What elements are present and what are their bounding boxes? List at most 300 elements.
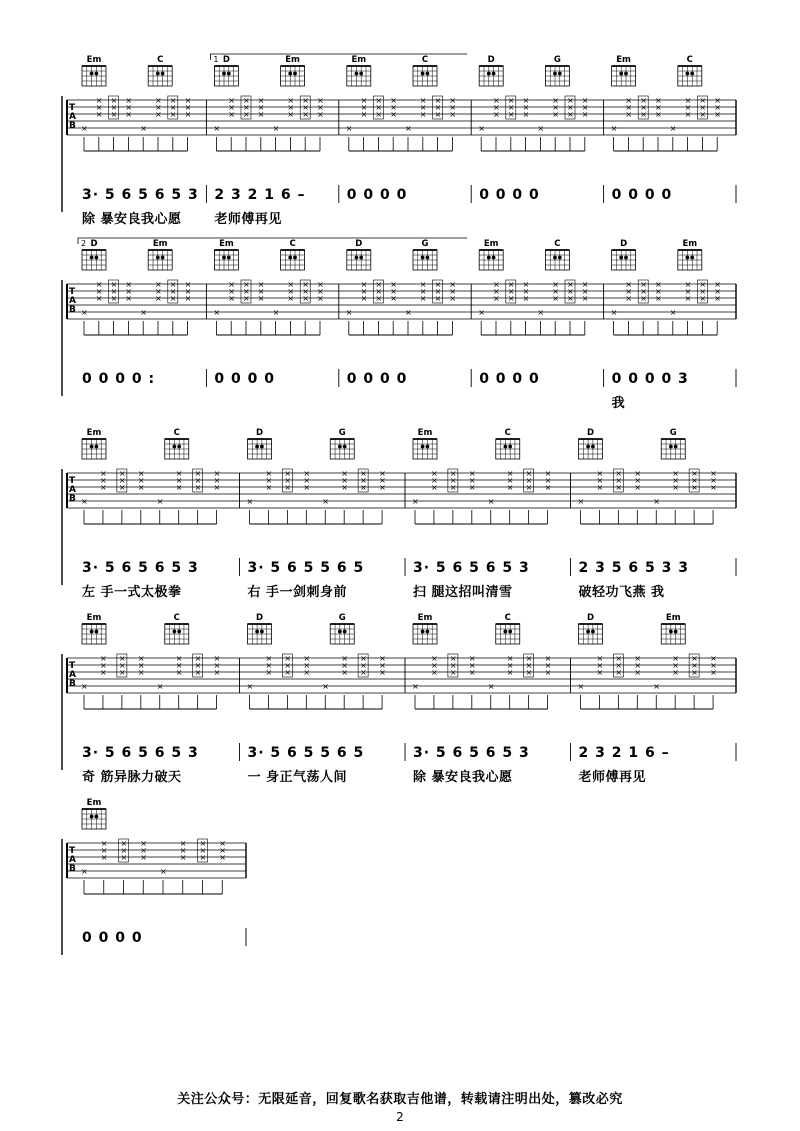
- chord-diagram-dot: [156, 72, 160, 76]
- chord-diagram-dot: [558, 72, 562, 76]
- tab-strum-cross: ×: [525, 661, 533, 670]
- chord-name: C: [504, 428, 511, 438]
- tab-strum-cross: ×: [522, 287, 530, 296]
- tab-strum-cross: ×: [360, 280, 368, 289]
- chord-diagram-dot: [508, 630, 512, 634]
- tab-strum-cross: ×: [655, 280, 662, 289]
- chord-diagram-dot: [222, 256, 226, 260]
- chord-name: G: [553, 55, 561, 65]
- tab-strum-cross: ×: [581, 103, 589, 112]
- tab-strum-cross: ×: [303, 483, 311, 492]
- tab-strum-cross: ×: [552, 287, 559, 296]
- tab-bass-note: ×: [81, 308, 88, 317]
- chord-diagram-dot: [227, 72, 231, 76]
- tab-strum-cross: ×: [596, 661, 604, 670]
- chord-diagram-dot: [686, 256, 690, 260]
- tab-strum-cross: ×: [615, 483, 623, 492]
- tab-strum-cross: ×: [615, 661, 623, 670]
- tab-strum-cross: ×: [552, 110, 559, 119]
- tab-strum-cross: ×: [303, 469, 311, 478]
- tab-strum-cross: ×: [179, 853, 187, 862]
- tab-strum-cross: ×: [110, 96, 118, 105]
- footer-notice: 关注公众号：无限延音，回复歌名获取吉他谱，转载请注明出处，篡改必究: [177, 1092, 623, 1107]
- tab-strum-cross: ×: [634, 469, 642, 478]
- lyric-text: 奇 筋异脉力破天: [82, 770, 182, 785]
- tab-strum-cross: ×: [257, 103, 265, 112]
- tab-strum-cross: ×: [341, 654, 348, 663]
- tab-strum-cross: ×: [303, 661, 311, 670]
- tab-clef-letter: B: [69, 864, 76, 874]
- tab-strum-cross: ×: [302, 103, 309, 112]
- chord-diagram-dot: [503, 445, 507, 449]
- tab-bass-note: ×: [156, 497, 164, 506]
- tab-clef-letter: A: [69, 670, 76, 680]
- tab-clef-letter: T: [69, 287, 76, 297]
- tab-strum-cross: ×: [243, 287, 250, 296]
- chord-name: D: [586, 428, 595, 438]
- tab-strum-cross: ×: [419, 103, 427, 112]
- tab-strum-cross: ×: [302, 110, 309, 119]
- tab-bass-note: ×: [213, 124, 221, 133]
- tab-strum-cross: ×: [430, 654, 438, 663]
- tab-strum-cross: ×: [699, 103, 707, 112]
- tab-strum-cross: ×: [303, 668, 311, 677]
- tab-strum-cross: ×: [625, 287, 633, 296]
- chord-name: C: [289, 239, 296, 249]
- lyric-text: 除 暴安良我心愿: [82, 212, 182, 227]
- tab-strum-cross: ×: [243, 280, 250, 289]
- tab-strum-cross: ×: [506, 661, 514, 670]
- chord-diagram-dot: [503, 630, 507, 634]
- volta-number: 1: [213, 55, 219, 64]
- chord-diagram-dot: [338, 630, 342, 634]
- tab-strum-cross: ×: [125, 103, 133, 112]
- tab-strum-cross: ×: [194, 668, 202, 677]
- chord-name: C: [686, 55, 693, 65]
- tab-strum-cross: ×: [672, 476, 679, 485]
- tab-strum-cross: ×: [714, 96, 721, 105]
- tab-strum-cross: ×: [615, 476, 623, 485]
- tab-strum-cross: ×: [243, 96, 250, 105]
- tab-strum-cross: ×: [175, 469, 183, 478]
- volta-number: 2: [81, 239, 87, 248]
- chord-diagram-dot: [355, 256, 359, 260]
- tab-strum-cross: ×: [507, 110, 515, 119]
- tab-strum-cross: ×: [360, 469, 367, 478]
- tab-strum-cross: ×: [493, 110, 500, 119]
- tab-clef-letter: A: [69, 296, 76, 306]
- jianpu-notation: 0 0 0 0: [479, 187, 540, 203]
- tab-strum-cross: ×: [155, 294, 162, 303]
- tab-strum-cross: ×: [137, 661, 145, 670]
- tab-strum-cross: ×: [430, 483, 438, 492]
- lyric-text: 我: [611, 396, 626, 411]
- chord-diagram-dot: [421, 72, 425, 76]
- tab-strum-cross: ×: [468, 469, 476, 478]
- tab-strum-cross: ×: [228, 294, 235, 303]
- chord-name: D: [586, 613, 595, 623]
- chord-diagram-dot: [586, 630, 590, 634]
- tab-strum-cross: ×: [596, 469, 604, 478]
- tab-strum-cross: ×: [265, 483, 273, 492]
- tab-strum-cross: ×: [714, 110, 721, 119]
- tab-strum-cross: ×: [110, 294, 118, 303]
- tab-strum-cross: ×: [544, 654, 552, 663]
- tab-strum-cross: ×: [544, 476, 552, 485]
- tab-strum-cross: ×: [684, 280, 692, 289]
- tab-strum-cross: ×: [228, 280, 235, 289]
- chord-name: Em: [616, 55, 631, 65]
- tab-bass-note: ×: [246, 497, 254, 506]
- chord-diagram-dot: [426, 630, 430, 634]
- tab-strum-cross: ×: [118, 654, 126, 663]
- lyric-text: 右 手一剑刺身前: [247, 585, 348, 600]
- tab-clef-letter: A: [69, 855, 76, 865]
- tab-strum-cross: ×: [155, 287, 162, 296]
- tab-strum-cross: ×: [100, 853, 108, 862]
- tab-strum-cross: ×: [179, 839, 187, 848]
- lyric-text: 左 手一式太极拳: [82, 585, 182, 600]
- chord-diagram-dot: [487, 256, 491, 260]
- tab-strum-cross: ×: [184, 287, 192, 296]
- lyric-text: 除 暴安良我心愿: [413, 770, 513, 785]
- tab-strum-cross: ×: [137, 483, 145, 492]
- tab-strum-cross: ×: [714, 287, 721, 296]
- chord-name: D: [255, 428, 264, 438]
- tab-strum-cross: ×: [699, 294, 707, 303]
- tab-strum-cross: ×: [120, 839, 128, 848]
- tab-bass-note: ×: [81, 497, 88, 506]
- jianpu-notation: 0 0 0 0: [214, 371, 275, 387]
- tab-strum-cross: ×: [522, 110, 530, 119]
- tab-strum-cross: ×: [317, 96, 324, 105]
- chord-diagram-dot: [95, 256, 99, 260]
- chord-name: Em: [285, 55, 300, 65]
- tab-bass-note: ×: [610, 124, 618, 133]
- tab-strum-cross: ×: [257, 280, 265, 289]
- tab-strum-cross: ×: [140, 839, 147, 848]
- tab-strum-cross: ×: [552, 103, 559, 112]
- chord-diagram-dot: [492, 72, 496, 76]
- tab-strum-cross: ×: [567, 96, 574, 105]
- tab-strum-cross: ×: [493, 96, 500, 105]
- tab-strum-cross: ×: [302, 96, 309, 105]
- chord-diagram-dot: [95, 815, 99, 819]
- tab-clef-letter: T: [69, 661, 76, 671]
- tab-bass-note: ×: [160, 867, 167, 876]
- tab-bass-note: ×: [537, 124, 545, 133]
- chord-name: D: [222, 55, 230, 65]
- tab-strum-cross: ×: [710, 483, 717, 492]
- tab-strum-cross: ×: [699, 96, 707, 105]
- tab-strum-cross: ×: [169, 287, 177, 296]
- tab-strum-cross: ×: [184, 103, 192, 112]
- tab-strum-cross: ×: [710, 469, 717, 478]
- chord-diagram-dot: [293, 72, 297, 76]
- tab-strum-cross: ×: [655, 103, 662, 112]
- tab-strum-cross: ×: [360, 476, 367, 485]
- chord-diagram-dot: [95, 630, 99, 634]
- tab-bass-note: ×: [405, 124, 412, 133]
- chord-diagram-dot: [172, 445, 176, 449]
- chord-diagram-dot: [288, 256, 292, 260]
- tab-strum-cross: ×: [507, 294, 515, 303]
- tab-strum-cross: ×: [710, 668, 717, 677]
- tab-strum-cross: ×: [672, 469, 679, 478]
- tab-strum-cross: ×: [615, 668, 623, 677]
- tab-strum-cross: ×: [430, 469, 438, 478]
- chord-diagram-dot: [421, 445, 425, 449]
- tab-strum-cross: ×: [525, 469, 533, 478]
- tab-strum-cross: ×: [684, 96, 692, 105]
- tab-strum-cross: ×: [228, 110, 235, 119]
- tab-clef-letter: T: [69, 476, 76, 486]
- jianpu-notation: 0 0 0 0 3: [611, 371, 689, 387]
- tab-strum-cross: ×: [169, 103, 177, 112]
- tab-bass-note: ×: [272, 308, 280, 317]
- chord-diagram-dot: [90, 630, 94, 634]
- tab-bass-note: ×: [213, 308, 221, 317]
- tab-strum-cross: ×: [213, 654, 221, 663]
- chord-diagram-dot: [260, 630, 264, 634]
- chord-name: Em: [86, 55, 102, 65]
- chord-name: Em: [483, 239, 499, 249]
- tab-bass-note: ×: [405, 308, 412, 317]
- tab-strum-cross: ×: [118, 476, 126, 485]
- tab-strum-cross: ×: [284, 476, 292, 485]
- tab-strum-cross: ×: [169, 96, 177, 105]
- chord-diagram-dot: [487, 72, 491, 76]
- tab-strum-cross: ×: [302, 280, 309, 289]
- tab-strum-cross: ×: [390, 103, 397, 112]
- tab-strum-cross: ×: [449, 280, 457, 289]
- tab-strum-cross: ×: [699, 280, 707, 289]
- jianpu-notation: 2 3 5 6 5 3 3: [578, 560, 689, 576]
- tab-strum-cross: ×: [684, 110, 692, 119]
- tab-strum-cross: ×: [552, 294, 559, 303]
- tab-strum-cross: ×: [655, 294, 662, 303]
- tab-strum-cross: ×: [120, 853, 128, 862]
- tab-strum-cross: ×: [710, 661, 717, 670]
- tab-strum-cross: ×: [710, 654, 717, 663]
- tab-strum-cross: ×: [449, 469, 457, 478]
- tab-strum-cross: ×: [419, 110, 427, 119]
- tab-strum-cross: ×: [213, 661, 221, 670]
- tab-strum-cross: ×: [714, 280, 721, 289]
- tab-strum-cross: ×: [419, 294, 427, 303]
- tab-strum-cross: ×: [118, 668, 126, 677]
- tab-strum-cross: ×: [544, 483, 552, 492]
- chord-diagram-dot: [177, 445, 181, 449]
- tab-strum-cross: ×: [219, 846, 226, 855]
- tab-strum-cross: ×: [257, 287, 265, 296]
- chord-name: Em: [86, 428, 102, 438]
- jianpu-notation: 0 0 0 0: [346, 371, 408, 387]
- jianpu-notation: 0 0 0 0: [479, 371, 540, 387]
- tab-strum-cross: ×: [169, 280, 177, 289]
- chord-diagram-dot: [161, 72, 165, 76]
- tab-strum-cross: ×: [287, 103, 295, 112]
- tab-strum-cross: ×: [99, 661, 107, 670]
- tab-strum-cross: ×: [581, 96, 589, 105]
- tab-strum-cross: ×: [118, 661, 126, 670]
- tab-strum-cross: ×: [194, 661, 202, 670]
- tab-strum-cross: ×: [175, 668, 183, 677]
- tab-strum-cross: ×: [634, 476, 642, 485]
- tab-strum-cross: ×: [175, 661, 183, 670]
- chord-name: G: [338, 613, 346, 623]
- tab-strum-cross: ×: [99, 476, 107, 485]
- chord-diagram-dot: [553, 72, 557, 76]
- tab-strum-cross: ×: [360, 110, 368, 119]
- tab-strum-cross: ×: [99, 668, 107, 677]
- tab-strum-cross: ×: [567, 103, 574, 112]
- tab-strum-cross: ×: [625, 280, 633, 289]
- tab-bass-note: ×: [669, 308, 677, 317]
- tab-strum-cross: ×: [317, 287, 324, 296]
- tab-strum-cross: ×: [640, 110, 647, 119]
- tab-strum-cross: ×: [506, 469, 514, 478]
- tab-strum-cross: ×: [525, 654, 533, 663]
- tab-strum-cross: ×: [390, 110, 397, 119]
- tab-strum-cross: ×: [434, 110, 442, 119]
- tab-strum-cross: ×: [522, 294, 530, 303]
- chord-diagram-dot: [90, 256, 94, 260]
- tab-strum-cross: ×: [449, 654, 457, 663]
- tab-strum-cross: ×: [640, 96, 647, 105]
- tab-strum-cross: ×: [567, 110, 574, 119]
- tab-strum-cross: ×: [228, 287, 235, 296]
- tab-strum-cross: ×: [169, 110, 177, 119]
- tab-strum-cross: ×: [140, 846, 147, 855]
- volta-bracket: [78, 238, 467, 244]
- tab-strum-cross: ×: [507, 96, 515, 105]
- tab-strum-cross: ×: [360, 287, 368, 296]
- tab-strum-cross: ×: [118, 469, 126, 478]
- chord-diagram-dot: [90, 72, 94, 76]
- tab-strum-cross: ×: [449, 287, 457, 296]
- page-number: 2: [396, 1110, 404, 1124]
- tab-strum-cross: ×: [544, 469, 552, 478]
- tab-strum-cross: ×: [199, 839, 207, 848]
- tab-strum-cross: ×: [99, 483, 107, 492]
- chord-diagram-dot: [288, 72, 292, 76]
- tab-strum-cross: ×: [430, 661, 438, 670]
- tab-strum-cross: ×: [257, 96, 265, 105]
- tab-bass-note: ×: [81, 867, 88, 876]
- chord-diagram-dot: [426, 72, 430, 76]
- tab-strum-cross: ×: [360, 483, 367, 492]
- tab-strum-cross: ×: [567, 280, 574, 289]
- tab-strum-cross: ×: [449, 661, 457, 670]
- jianpu-notation: 3· 5 6 5 6 5 3: [413, 560, 530, 576]
- tab-strum-cross: ×: [552, 280, 559, 289]
- tab-strum-cross: ×: [634, 483, 642, 492]
- tab-strum-cross: ×: [468, 661, 476, 670]
- tab-strum-cross: ×: [120, 846, 128, 855]
- jianpu-notation: 0 0 0 0: [346, 187, 408, 203]
- tab-strum-cross: ×: [341, 483, 348, 492]
- tab-strum-cross: ×: [125, 287, 133, 296]
- tab-strum-cross: ×: [672, 668, 679, 677]
- tab-strum-cross: ×: [169, 294, 177, 303]
- tab-strum-cross: ×: [434, 96, 442, 105]
- tab-strum-cross: ×: [213, 483, 221, 492]
- jianpu-notation: 3· 5 6 5 6 5 3: [82, 560, 199, 576]
- chord-name: C: [157, 55, 164, 65]
- jianpu-notation: 3· 5 6 5 5 6 5: [247, 560, 365, 576]
- tab-bass-note: ×: [272, 124, 280, 133]
- tab-bass-note: ×: [156, 682, 164, 691]
- tab-bass-note: ×: [669, 124, 677, 133]
- tab-strum-cross: ×: [100, 839, 108, 848]
- tab-strum-cross: ×: [581, 110, 589, 119]
- chord-diagram-dot: [343, 445, 347, 449]
- tab-strum-cross: ×: [110, 280, 118, 289]
- tab-strum-cross: ×: [199, 853, 207, 862]
- chord-diagram-dot: [156, 256, 160, 260]
- tab-clef-letter: A: [69, 112, 76, 122]
- tab-strum-cross: ×: [95, 280, 103, 289]
- tab-bass-note: ×: [140, 308, 147, 317]
- chord-diagram-dot: [624, 256, 628, 260]
- score-system-5: [60, 795, 250, 955]
- tab-strum-cross: ×: [175, 476, 183, 485]
- tab-strum-cross: ×: [228, 96, 235, 105]
- chord-name: Em: [86, 613, 102, 623]
- chord-diagram-dot: [255, 445, 259, 449]
- jianpu-notation: 2 3 2 1 6 –: [578, 745, 670, 761]
- tab-strum-cross: ×: [379, 668, 386, 677]
- tab-system-svg: [60, 610, 740, 790]
- tab-strum-cross: ×: [434, 280, 442, 289]
- tab-strum-cross: ×: [125, 96, 133, 105]
- tab-strum-cross: ×: [125, 280, 133, 289]
- chord-diagram-dot: [558, 256, 562, 260]
- tab-strum-cross: ×: [449, 103, 457, 112]
- chord-name: C: [421, 55, 429, 65]
- tab-strum-cross: ×: [375, 110, 383, 119]
- chord-diagram-dot: [343, 630, 347, 634]
- chord-name: Em: [665, 613, 681, 623]
- tab-strum-cross: ×: [655, 96, 662, 105]
- tab-strum-cross: ×: [596, 476, 604, 485]
- tab-strum-cross: ×: [100, 846, 108, 855]
- tab-strum-cross: ×: [699, 110, 707, 119]
- chord-diagram-dot: [338, 445, 342, 449]
- tab-strum-cross: ×: [284, 668, 292, 677]
- tab-strum-cross: ×: [672, 483, 679, 492]
- chord-diagram-dot: [222, 72, 226, 76]
- chord-name: Em: [682, 239, 698, 249]
- tab-bass-note: ×: [81, 124, 88, 133]
- chord-diagram-dot: [690, 72, 694, 76]
- chord-diagram-dot: [90, 815, 94, 819]
- tab-strum-cross: ×: [265, 469, 273, 478]
- lyric-text: 扫 腿这招叫清雪: [413, 585, 513, 600]
- chord-name: G: [421, 239, 429, 249]
- chord-diagram-dot: [177, 630, 181, 634]
- chord-name: C: [173, 613, 180, 623]
- chord-diagram-dot: [161, 256, 165, 260]
- tab-strum-cross: ×: [655, 110, 662, 119]
- chord-diagram-dot: [591, 445, 595, 449]
- chord-name: Em: [351, 55, 367, 65]
- tab-strum-cross: ×: [449, 294, 457, 303]
- tab-strum-cross: ×: [419, 96, 427, 105]
- tab-strum-cross: ×: [493, 280, 500, 289]
- tab-strum-cross: ×: [634, 654, 642, 663]
